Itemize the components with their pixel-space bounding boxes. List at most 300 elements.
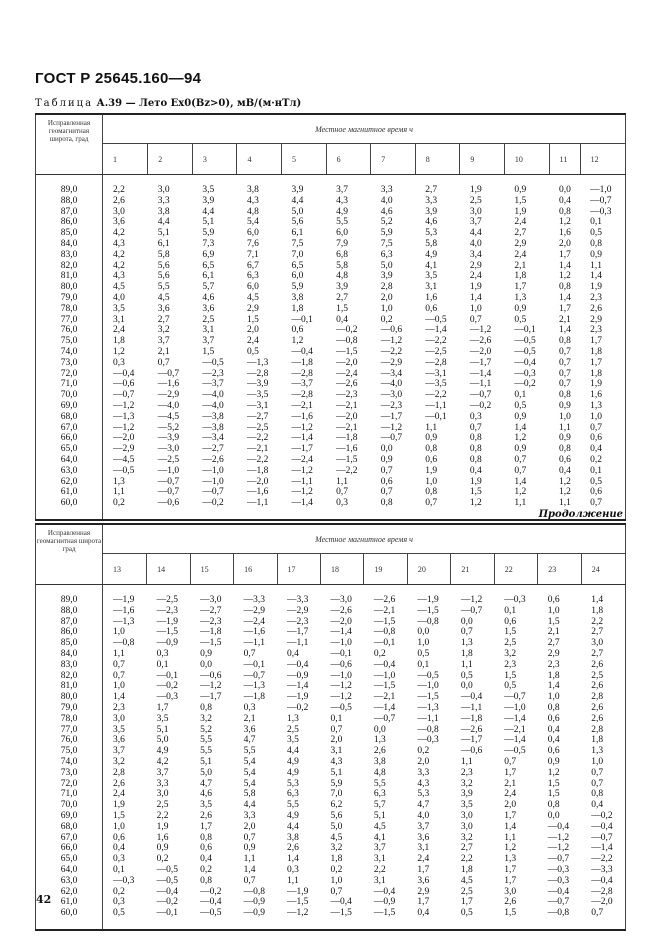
hour-column-header: 22 — [494, 554, 537, 585]
value-cell: 2,4 — [417, 854, 430, 865]
latitude-cell: 72,0 — [36, 779, 103, 790]
value-cell: 0,7 — [591, 908, 604, 919]
value-cell: 0,7 — [243, 875, 256, 886]
value-cell: —1,8 — [200, 627, 222, 638]
value-cell: 4,3 — [417, 778, 430, 789]
value-cell: 1,0 — [417, 638, 430, 649]
value-cell: 0,5 — [113, 908, 125, 919]
value-cell: —2,3 — [336, 390, 358, 401]
value-cell: 5,6 — [291, 217, 304, 228]
value-cell: 6,1 — [202, 271, 215, 282]
value-cell: 0,8 — [200, 832, 212, 843]
value-cell: —0,7 — [202, 487, 224, 498]
value-cell: 0,8 — [425, 444, 438, 455]
value-cell: 2,7 — [460, 843, 473, 854]
value-cell: 3,3 — [425, 195, 438, 206]
value-cell: 0,9 — [559, 433, 571, 444]
value-cell: 2,6 — [373, 746, 386, 757]
value-cell: 1,9 — [113, 800, 125, 811]
value-cell: 1,5 — [469, 487, 482, 498]
value-cell: 2,7 — [336, 292, 348, 303]
value-cell: 5,5 — [200, 746, 212, 757]
value-cell: 3,9 — [336, 282, 348, 293]
value-cell: 5,6 — [157, 271, 170, 282]
value-cell: 4,5 — [373, 821, 386, 832]
value-cell: 1,8 — [547, 670, 560, 681]
table-row — [36, 671, 626, 682]
table-row — [36, 379, 626, 390]
value-cell: —0,5 — [202, 357, 224, 368]
value-cell: 4,9 — [336, 206, 348, 217]
table-row — [36, 444, 626, 455]
spacer — [36, 175, 103, 186]
value-cell: 5,8 — [157, 249, 170, 260]
latitude-cell: 69,0 — [36, 401, 103, 412]
value-cell: 0,7 — [113, 659, 125, 670]
value-cell: —2,4 — [243, 616, 265, 627]
value-cell: 0,4 — [336, 314, 348, 325]
value-cell: —2,8 — [246, 368, 269, 379]
value-cell: 2,7 — [591, 648, 604, 659]
table-row — [36, 315, 626, 326]
value-cell: 2,2 — [373, 864, 386, 875]
value-cell: 3,2 — [200, 713, 212, 724]
value-cell: 3,6 — [417, 832, 430, 843]
table-row — [36, 735, 626, 746]
value-cell: 5,4 — [243, 778, 256, 789]
value-cell: 7,9 — [336, 238, 348, 249]
value-cell: 3,7 — [336, 185, 348, 195]
value-cell: 1,4 — [559, 325, 571, 336]
value-cell: —1,0 — [157, 465, 180, 476]
latitude-cell: 78,0 — [36, 304, 103, 315]
value-cell: 0,8 — [559, 336, 571, 347]
value-cell: 3,3 — [157, 195, 170, 206]
table-row — [36, 865, 626, 876]
value-cell: 5,0 — [200, 767, 212, 778]
value-cell: 7,0 — [330, 789, 343, 800]
value-cell: 0,2 — [200, 864, 212, 875]
value-cell: —2,6 — [336, 379, 358, 390]
value-cell: —1,5 — [287, 897, 309, 908]
value-cell: —1,2 — [291, 422, 313, 433]
latitude-column-header: Исправленная геомагнитная широта град — [36, 524, 103, 585]
value-cell: 4,9 — [156, 746, 169, 757]
value-cell: 3,1 — [202, 325, 215, 336]
value-cell: —1,7 — [287, 627, 309, 638]
value-cell: 0,9 — [559, 400, 571, 411]
value-cell: 1,3 — [514, 292, 527, 303]
table-row — [36, 897, 626, 908]
value-cell: 0,2 — [380, 314, 393, 325]
value-cell: 3,6 — [113, 217, 125, 228]
value-cell: —2,5 — [425, 346, 447, 357]
value-cell: 0,2 — [590, 454, 602, 465]
value-cell: —3,9 — [157, 433, 180, 444]
value-cell: —2,6 — [202, 454, 224, 465]
value-cell: —1,2 — [380, 422, 403, 433]
table-row — [36, 217, 626, 228]
value-cell: —0,5 — [330, 702, 352, 713]
value-cell: 4,9 — [287, 810, 299, 821]
value-cell: 5,4 — [243, 767, 256, 778]
value-cell: 3,5 — [113, 724, 125, 735]
value-cell: —0,4 — [547, 886, 570, 897]
table-row — [36, 843, 626, 854]
latitude-cell: 64,0 — [36, 865, 103, 876]
value-cell: —1,8 — [291, 357, 313, 368]
value-cell: 4,4 — [202, 206, 215, 217]
value-cell: —0,7 — [157, 476, 180, 487]
value-cell: 3,9 — [380, 271, 393, 282]
value-cell: 2,8 — [380, 282, 393, 293]
latitude-cell: 71,0 — [36, 379, 103, 390]
value-cell: 0,7 — [590, 498, 602, 509]
value-cell: 2,5 — [287, 724, 299, 735]
value-cell: 1,8 — [590, 368, 602, 379]
table-row — [36, 228, 626, 239]
value-cell: 0,5 — [590, 228, 602, 239]
value-cell: 4,6 — [380, 206, 393, 217]
value-cell: 1,9 — [156, 821, 169, 832]
value-cell: —0,1 — [514, 325, 536, 336]
value-cell: 0,7 — [330, 886, 343, 897]
value-cell: 3,7 — [417, 821, 430, 832]
value-cell: 5,5 — [200, 735, 212, 746]
value-cell: —3,3 — [287, 595, 309, 605]
continuation-label: Продолжение — [538, 509, 623, 520]
value-cell: 4,5 — [246, 292, 259, 303]
value-cell: —2,0 — [246, 476, 269, 487]
value-cell: —1,7 — [380, 411, 403, 422]
value-cell: 0,8 — [469, 444, 482, 455]
hour-column-header: 13 — [103, 554, 147, 585]
value-cell: —2,0 — [591, 897, 613, 908]
value-cell: 0,8 — [559, 444, 571, 455]
latitude-cell: 68,0 — [36, 822, 103, 833]
value-cell: 3,3 — [380, 185, 393, 195]
value-cell: —2,8 — [591, 886, 613, 897]
value-cell: 5,9 — [380, 228, 393, 239]
hour-column-header: 10 — [504, 144, 549, 175]
value-cell: 0,8 — [469, 433, 482, 444]
value-cell: —0,4 — [287, 659, 309, 670]
value-cell: 1,5 — [113, 810, 125, 821]
value-cell: 2,4 — [469, 271, 482, 282]
value-cell: 0,2 — [330, 864, 343, 875]
value-cell: 2,4 — [514, 249, 527, 260]
value-cell: —1,1 — [425, 400, 447, 411]
value-cell: —0,6 — [200, 670, 222, 681]
value-cell: 0,6 — [547, 746, 560, 757]
value-cell: 1,2 — [291, 336, 304, 347]
value-cell: 0,0 — [200, 659, 212, 670]
value-cell: —0,4 — [200, 897, 222, 908]
latitude-cell: 80,0 — [36, 692, 103, 703]
value-cell: 3,0 — [113, 713, 125, 724]
value-cell: 0,8 — [590, 238, 602, 249]
value-cell: 1,3 — [287, 713, 299, 724]
value-cell: —3,5 — [425, 379, 447, 390]
value-cell: 3,6 — [202, 303, 215, 314]
value-cell: 4,0 — [113, 292, 125, 303]
value-cell: 1,4 — [559, 260, 571, 271]
value-cell: —1,8 — [336, 433, 358, 444]
value-cell: 5,1 — [373, 810, 386, 821]
value-cell: 1,8 — [460, 864, 473, 875]
value-cell: 7,5 — [380, 238, 393, 249]
value-cell: 5,1 — [202, 217, 215, 228]
value-cell: 2,6 — [591, 713, 604, 724]
value-cell: —0,9 — [243, 908, 265, 919]
value-cell: —1,0 — [202, 465, 224, 476]
value-cell: —2,7 — [200, 605, 222, 616]
value-cell: —2,0 — [469, 346, 492, 357]
value-cell: 1,0 — [380, 303, 393, 314]
value-cell: —4,0 — [202, 390, 224, 401]
value-cell: 1,1 — [336, 476, 348, 487]
value-cell: —2,9 — [157, 390, 180, 401]
value-cell: 6,7 — [246, 260, 259, 271]
value-cell: 3,1 — [330, 746, 343, 757]
value-cell: 5,1 — [200, 756, 212, 767]
latitude-cell: 76,0 — [36, 735, 103, 746]
value-cell: 1,5 — [202, 346, 215, 357]
value-cell: —2,2 — [425, 336, 447, 347]
value-cell: 5,2 — [200, 724, 212, 735]
latitude-cell: 63,0 — [36, 466, 103, 477]
value-cell: —0,8 — [547, 908, 570, 919]
value-cell: —0,9 — [287, 670, 309, 681]
value-cell: 3,7 — [202, 336, 215, 347]
value-cell: 0,3 — [156, 648, 169, 659]
value-cell: —0,4 — [373, 886, 396, 897]
value-cell: —0,6 — [330, 659, 352, 670]
value-cell: —1,1 — [246, 498, 269, 509]
value-cell: 1,9 — [469, 185, 482, 195]
hour-column-header: 11 — [549, 144, 580, 175]
value-cell: 0,6 — [504, 616, 517, 627]
latitude-cell: 84,0 — [36, 239, 103, 250]
value-cell: —0,3 — [504, 595, 526, 605]
value-cell: —0,6 — [113, 379, 135, 390]
value-cell: 5,5 — [287, 800, 299, 811]
value-cell: 2,9 — [469, 260, 482, 271]
value-cell: —0,4 — [113, 368, 135, 379]
value-cell: —1,4 — [291, 433, 313, 444]
value-cell: 0,8 — [591, 789, 604, 800]
value-cell: 3,5 — [200, 800, 212, 811]
value-cell: —1,8 — [246, 465, 269, 476]
hour-column-header: 4 — [237, 144, 282, 175]
value-cell: 4,4 — [243, 800, 256, 811]
value-cell: 5,7 — [373, 800, 386, 811]
value-cell: 1,1 — [460, 756, 473, 767]
value-cell: 1,1 — [514, 498, 527, 509]
table-row — [36, 390, 626, 401]
value-cell: 1,8 — [514, 271, 527, 282]
value-cell: 3,9 — [291, 185, 304, 195]
value-cell: 4,9 — [287, 756, 299, 767]
value-cell: —1,5 — [336, 454, 358, 465]
value-cell: —0,8 — [417, 616, 439, 627]
spacer — [103, 919, 626, 930]
value-cell: 3,7 — [113, 746, 125, 757]
table-row — [36, 908, 626, 919]
value-cell: 1,5 — [336, 303, 348, 314]
value-cell: 2,9 — [590, 314, 602, 325]
table-row — [36, 487, 626, 498]
value-cell: —1,9 — [156, 616, 179, 627]
value-cell: 7,6 — [246, 238, 259, 249]
value-cell: —1,2 — [547, 843, 570, 854]
value-cell: 1,7 — [504, 767, 517, 778]
value-cell: 4,9 — [425, 249, 438, 260]
value-cell: —0,1 — [156, 908, 179, 919]
value-cell: 6,5 — [291, 260, 304, 271]
value-cell: 1,8 — [591, 605, 604, 616]
value-cell: —0,5 — [113, 465, 135, 476]
value-cell: 3,7 — [157, 336, 170, 347]
value-cell: —2,1 — [336, 422, 358, 433]
value-cell: —2,3 — [200, 616, 222, 627]
spacer — [103, 585, 626, 596]
value-cell: —1,0 — [417, 681, 439, 692]
value-cell: —0,2 — [287, 702, 309, 713]
latitude-cell: 78,0 — [36, 714, 103, 725]
value-cell: 2,7 — [547, 638, 560, 649]
latitude-cell: 87,0 — [36, 207, 103, 218]
value-cell: —1,4 — [591, 843, 613, 854]
value-cell: 1,8 — [591, 735, 604, 746]
value-cell: 6,2 — [330, 800, 343, 811]
value-cell: 4,4 — [287, 821, 299, 832]
value-cell: —1,9 — [417, 595, 439, 605]
value-cell: 3,0 — [469, 206, 482, 217]
value-cell: 1,6 — [590, 390, 602, 401]
value-cell: 0,1 — [417, 659, 430, 670]
value-cell: —0,7 — [157, 487, 180, 498]
value-cell: 2,4 — [113, 789, 125, 800]
value-cell: 6,8 — [336, 249, 348, 260]
value-cell: —0,4 — [156, 886, 179, 897]
table-row — [36, 261, 626, 272]
value-cell: —1,6 — [336, 444, 358, 455]
value-cell: 2,6 — [591, 681, 604, 692]
value-cell: 0,7 — [113, 670, 125, 681]
table-row — [36, 746, 626, 757]
value-cell: —1,8 — [243, 692, 265, 703]
spacer — [36, 509, 103, 520]
latitude-cell: 64,0 — [36, 455, 103, 466]
value-cell: 2,0 — [246, 325, 259, 336]
value-cell: 3,8 — [287, 832, 299, 843]
value-cell: 6,5 — [202, 260, 215, 271]
value-cell: 4,3 — [336, 195, 348, 206]
value-cell: —1,5 — [417, 692, 439, 703]
value-cell: 1,5 — [504, 627, 517, 638]
value-cell: 2,8 — [591, 692, 604, 703]
value-cell: 0,7 — [559, 368, 571, 379]
value-cell: 0,6 — [547, 713, 560, 724]
value-cell: 0,5 — [504, 681, 517, 692]
value-cell: 0,3 — [469, 411, 482, 422]
value-cell: 0,6 — [200, 843, 212, 854]
value-cell: 0,9 — [514, 185, 527, 195]
value-cell: —0,1 — [373, 638, 396, 649]
value-cell: —2,6 — [469, 336, 492, 347]
value-cell: 2,5 — [504, 638, 517, 649]
value-cell: —0,5 — [200, 908, 222, 919]
document-standard-title: ГОСТ Р 25645.160—94 — [35, 70, 202, 87]
value-cell: 3,0 — [591, 638, 604, 649]
value-cell: 3,2 — [113, 756, 125, 767]
value-cell: 1,2 — [559, 487, 571, 498]
latitude-cell: 66,0 — [36, 433, 103, 444]
value-cell: 3,0 — [113, 206, 125, 217]
value-cell: 0,3 — [243, 702, 256, 713]
value-cell: —1,3 — [113, 616, 135, 627]
data-table-hours-13-24 — [35, 523, 626, 931]
value-cell: —0,4 — [514, 357, 536, 368]
table-row — [36, 649, 626, 660]
value-cell: 1,2 — [559, 271, 571, 282]
value-cell: —1,4 — [373, 702, 396, 713]
value-cell: 5,1 — [157, 228, 170, 239]
value-cell: —0,9 — [373, 897, 396, 908]
value-cell: 2,5 — [202, 314, 215, 325]
table-row — [36, 250, 626, 261]
value-cell: 1,1 — [287, 875, 299, 886]
value-cell: 1,0 — [330, 875, 343, 886]
value-cell: 1,3 — [504, 854, 517, 865]
value-cell: —3,0 — [330, 595, 352, 605]
value-cell: 1,4 — [547, 681, 560, 692]
value-cell: 3,2 — [460, 778, 473, 789]
value-cell: 3,6 — [417, 875, 430, 886]
value-cell: —2,7 — [246, 411, 269, 422]
value-cell: 1,7 — [590, 357, 602, 368]
value-cell: —2,4 — [336, 368, 358, 379]
value-cell: 0,3 — [113, 854, 125, 865]
value-cell: 0,5 — [514, 314, 527, 325]
value-cell: 1,0 — [113, 627, 125, 638]
value-cell: 2,5 — [460, 886, 473, 897]
value-cell: —1,5 — [200, 638, 222, 649]
value-cell: 0,0 — [460, 616, 473, 627]
hour-column-header: 23 — [538, 554, 581, 585]
value-cell: —1,2 — [291, 487, 313, 498]
table-row — [36, 703, 626, 714]
value-cell: 2,6 — [591, 659, 604, 670]
value-cell: 2,3 — [590, 292, 602, 303]
value-cell: 4,5 — [113, 282, 125, 293]
value-cell: 0,8 — [200, 875, 212, 886]
latitude-cell: 66,0 — [36, 843, 103, 854]
value-cell: —0,7 — [547, 897, 570, 908]
value-cell: 0,7 — [559, 346, 571, 357]
table-row — [36, 304, 626, 315]
value-cell: 3,2 — [460, 832, 473, 843]
value-cell: —3,1 — [246, 400, 269, 411]
latitude-cell: 88,0 — [36, 196, 103, 207]
value-cell: —1,5 — [373, 616, 396, 627]
value-cell: —1,2 — [469, 325, 492, 336]
value-cell: 0,7 — [330, 724, 343, 735]
value-cell: 4,9 — [287, 767, 299, 778]
value-cell: 1,3 — [113, 476, 125, 487]
value-cell: 2,9 — [246, 303, 259, 314]
